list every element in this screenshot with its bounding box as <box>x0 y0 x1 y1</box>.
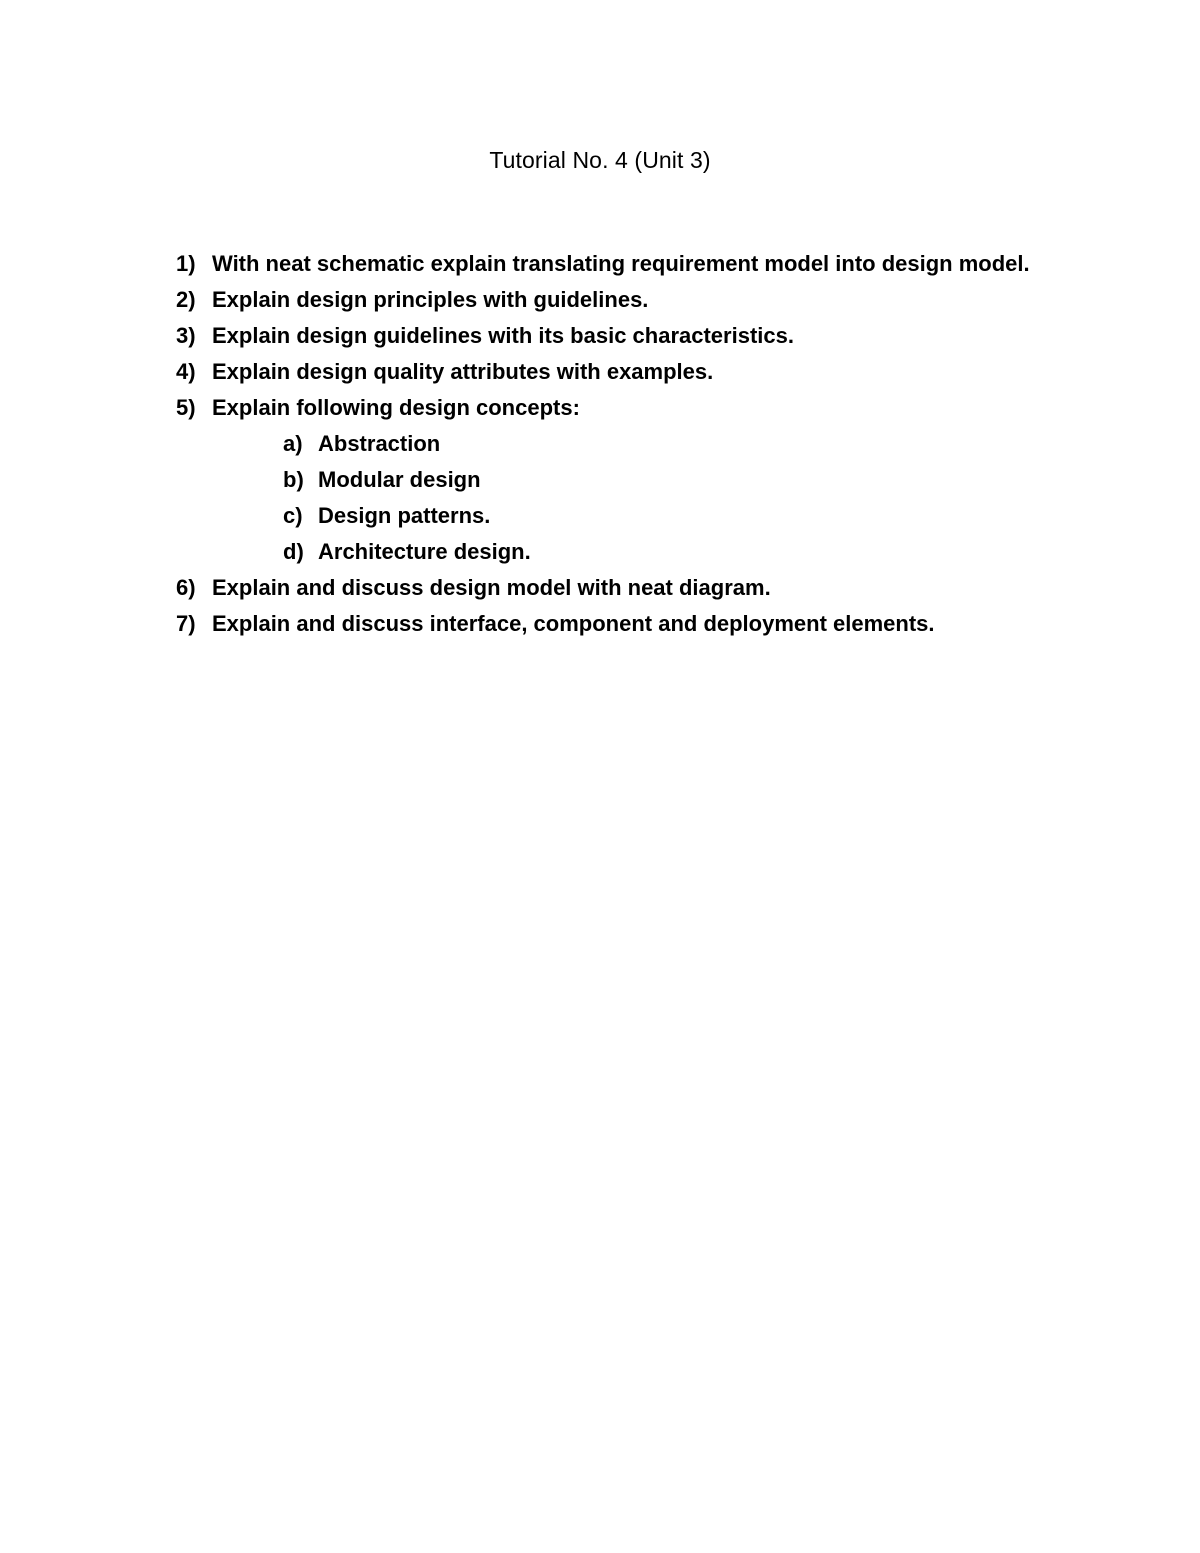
sub-item-a <box>0 426 1200 462</box>
question-number: 4) <box>176 359 196 384</box>
question-text: Explain design guidelines with its basic characteristics. <box>212 323 794 348</box>
question-item-3 <box>0 318 1042 354</box>
sub-letter: d) <box>283 539 304 564</box>
question-number: 7) <box>176 611 196 636</box>
sub-item-c <box>0 498 1200 534</box>
question-text: Explain and discuss design model with neat diagram. <box>212 575 771 600</box>
question-item-7 <box>0 606 1042 642</box>
question-text: With neat schematic explain translating requirement model into design model. <box>212 251 1030 276</box>
question-text: Explain design quality attributes with examples. <box>212 359 714 384</box>
sub-text: Design patterns. <box>318 503 491 528</box>
sub-question-list <box>0 426 1200 570</box>
sub-text: Modular design <box>318 467 481 492</box>
sub-letter: c) <box>283 503 303 528</box>
sub-letter: a) <box>283 431 303 456</box>
question-list <box>0 246 1200 642</box>
sub-item-d <box>0 534 1200 570</box>
question-text: Explain design principles with guidelines. <box>212 287 649 312</box>
sub-text: Abstraction <box>318 431 441 456</box>
question-number: 5) <box>176 395 196 420</box>
sub-text: Architecture design. <box>318 539 531 564</box>
question-number: 2) <box>176 287 196 312</box>
question-number: 6) <box>176 575 196 600</box>
page-title: Tutorial No. 4 (Unit 3) <box>489 147 711 173</box>
question-item-2 <box>0 282 1042 318</box>
question-number: 1) <box>176 251 196 276</box>
question-item-5 <box>0 390 1042 426</box>
question-text: Explain following design concepts: <box>212 395 580 420</box>
sub-letter: b) <box>283 467 304 492</box>
question-text: Explain and discuss interface, component and deployment elements. <box>212 611 935 636</box>
question-item-6 <box>0 570 1042 606</box>
sub-item-b <box>0 462 1200 498</box>
question-item-1 <box>0 246 1042 282</box>
question-number: 3) <box>176 323 196 348</box>
question-item-4 <box>0 354 1042 390</box>
